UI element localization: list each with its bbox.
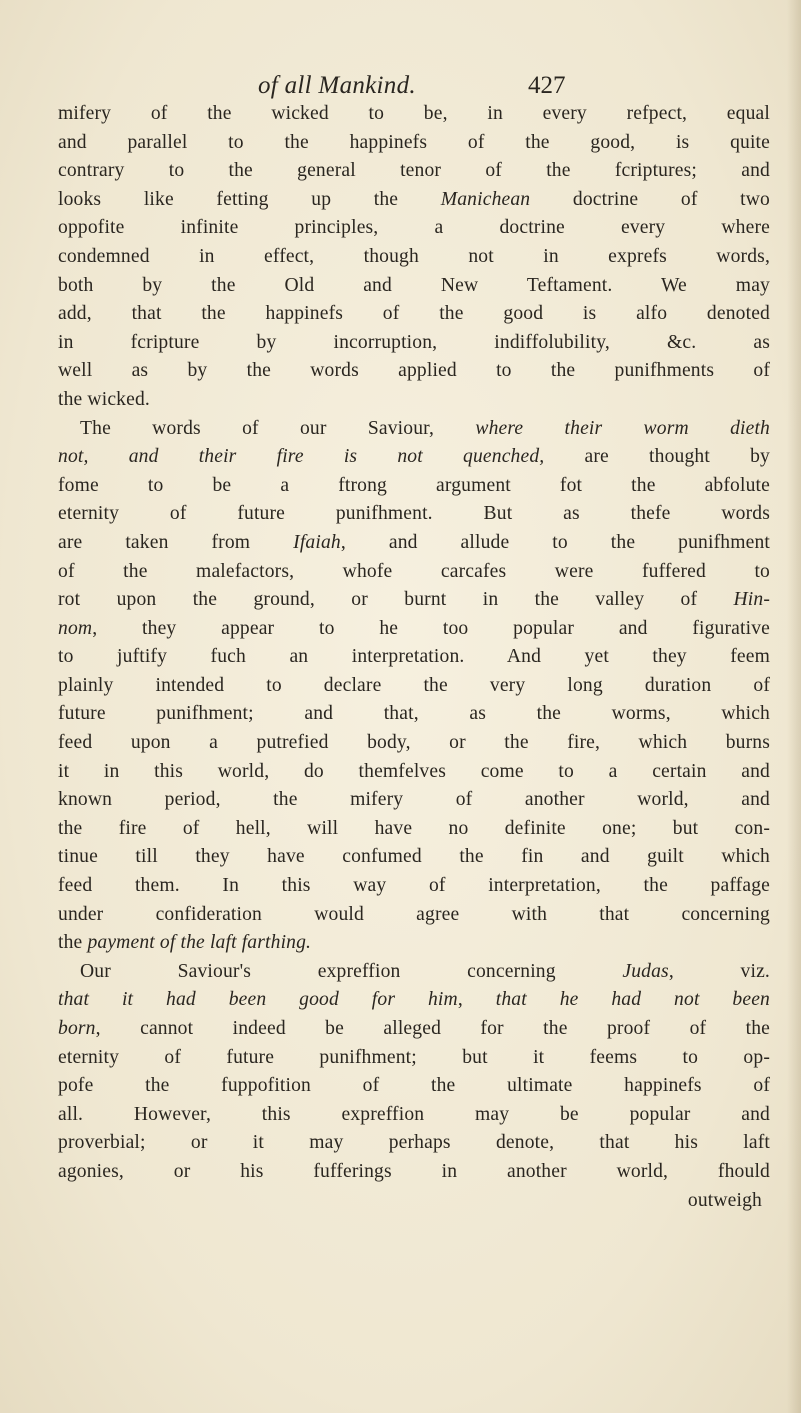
text-segment: looks like fetting up the <box>58 188 441 210</box>
text-segment: outweigh <box>687 1189 762 1211</box>
text-segment: oppofite infinite principles, a doctrine every where <box>58 217 770 239</box>
italic-text: nom <box>58 617 93 639</box>
text-line <box>58 758 770 787</box>
text-segment: in fcripture by incorruption, indiffolubility, &c. as <box>58 331 770 353</box>
text-line <box>58 272 770 301</box>
text-line <box>58 472 770 501</box>
text-segment: plainly intended to declare the very long duration of <box>58 674 770 696</box>
text-segment: the fire of hell, will have no definite one; but con- <box>58 817 770 839</box>
text-segment: proverbial; or it may perhaps denote, that his laft <box>58 1132 770 1154</box>
text-line <box>58 872 770 901</box>
text-line <box>58 329 770 358</box>
text-segment: , viz. <box>668 960 770 982</box>
text-line <box>58 415 770 444</box>
text-segment: add, that the happinefs of the good is alfo denoted <box>58 303 770 325</box>
italic-text: Judas <box>622 960 669 982</box>
italic-text: not, and their fire is not quenched, <box>58 446 545 468</box>
text-line <box>58 443 770 472</box>
text-segment: , and allude to the punifhment <box>340 531 770 553</box>
text-segment: both by the Old and New Teftament. We may <box>58 274 770 296</box>
text-line <box>58 1101 770 1130</box>
text-line <box>58 214 770 243</box>
text-line <box>58 700 770 729</box>
text-segment: feed upon a putrefied body, or the fire, which burns <box>58 732 770 754</box>
text-segment: Our Saviour's expreffion concerning <box>80 960 623 982</box>
text-line <box>58 672 770 701</box>
text-segment: of the malefactors, whofe carcafes were fuffered to <box>58 560 770 582</box>
text-line <box>58 1158 770 1187</box>
text-line <box>58 1015 770 1044</box>
text-line <box>58 100 770 129</box>
italic-text: where their worm dieth <box>475 417 770 439</box>
text-segment: tinue till they have confumed the fin and guilt which <box>58 846 770 868</box>
italic-text: Ifaiah <box>293 531 341 553</box>
text-line <box>58 357 770 386</box>
text-segment: future punifhment; and that, as the worms, which <box>58 703 770 725</box>
text-line <box>58 1187 770 1216</box>
text-segment: doctrine of two <box>530 188 770 210</box>
text-segment: , <box>457 989 496 1011</box>
text-segment: it in this world, do themfelves come to a certain and <box>58 760 770 782</box>
italic-text: that he had not been <box>495 989 770 1011</box>
text-line <box>58 901 770 930</box>
text-line <box>58 500 770 529</box>
italic-text: payment of the laft farthing. <box>87 932 312 954</box>
text-segment: are thought by <box>544 446 770 468</box>
text-line <box>58 243 770 272</box>
text-segment: pofe the fuppofition of the ultimate happinefs of <box>58 1075 770 1097</box>
text-segment: contrary to the general tenor of the fcriptures; and <box>58 160 770 182</box>
text-segment: mifery of the wicked to be, in every refpect, equal <box>58 103 770 124</box>
text-segment: , they appear to he too popular and figurative <box>92 617 770 639</box>
text-segment: eternity of future punifhment. But as thefe words <box>58 503 770 525</box>
text-segment: are taken from <box>58 531 294 553</box>
text-line <box>58 586 770 615</box>
text-line <box>58 615 770 644</box>
text-segment: feed them. In this way of interpretation, the paffage <box>58 875 770 897</box>
text-segment: well as by the words applied to the punifhments of <box>58 360 770 382</box>
italic-text: Hin- <box>733 589 770 611</box>
italic-text: born <box>58 1018 96 1039</box>
text-line <box>58 786 770 815</box>
text-line <box>58 1044 770 1073</box>
text-line <box>58 1129 770 1158</box>
text-segment: under confideration would agree with that concerning <box>58 903 770 925</box>
text-line <box>58 558 770 587</box>
text-line <box>58 186 770 215</box>
text-line <box>58 815 770 844</box>
text-segment: agonies, or his fufferings in another world, fhould <box>58 1160 770 1182</box>
running-title: of all Mankind. <box>258 72 416 99</box>
text-line <box>58 1072 770 1101</box>
text-line <box>58 958 770 987</box>
italic-text: that it had been good for him <box>58 989 458 1011</box>
text-segment: and parallel to the happinefs of the good, is quite <box>58 131 770 153</box>
text-segment: , cannot indeed be alleged for the proof of the <box>95 1018 770 1039</box>
text-line <box>58 986 770 1015</box>
page-number: 427 <box>528 72 566 99</box>
page-edge-shadow <box>787 0 801 1413</box>
text-segment: the <box>58 932 88 954</box>
text-line <box>58 843 770 872</box>
text-line <box>58 129 770 158</box>
text-segment: The words of our Saviour, <box>80 417 476 439</box>
text-line <box>58 300 770 329</box>
text-segment: all. However, this expreffion may be popular and <box>58 1103 770 1125</box>
text-segment: condemned in effect, though not in exprefs words, <box>58 245 770 267</box>
text-line <box>58 929 770 958</box>
body-text <box>58 100 770 1215</box>
text-line <box>58 157 770 186</box>
text-line <box>58 643 770 672</box>
text-line <box>58 729 770 758</box>
text-segment: to juftify fuch an interpretation. And yet they feem <box>58 646 770 668</box>
text-segment: fome to be a ftrong argument fot the abfolute <box>58 474 770 496</box>
text-line <box>58 386 770 415</box>
text-segment: eternity of future punifhment; but it feems to op- <box>58 1046 770 1068</box>
text-line <box>58 529 770 558</box>
text-segment: known period, the mifery of another world, and <box>58 789 770 811</box>
text-segment: the wicked. <box>58 388 150 410</box>
italic-text: Manichean <box>440 188 531 210</box>
text-segment: rot upon the ground, or burnt in the valley of <box>58 589 734 611</box>
